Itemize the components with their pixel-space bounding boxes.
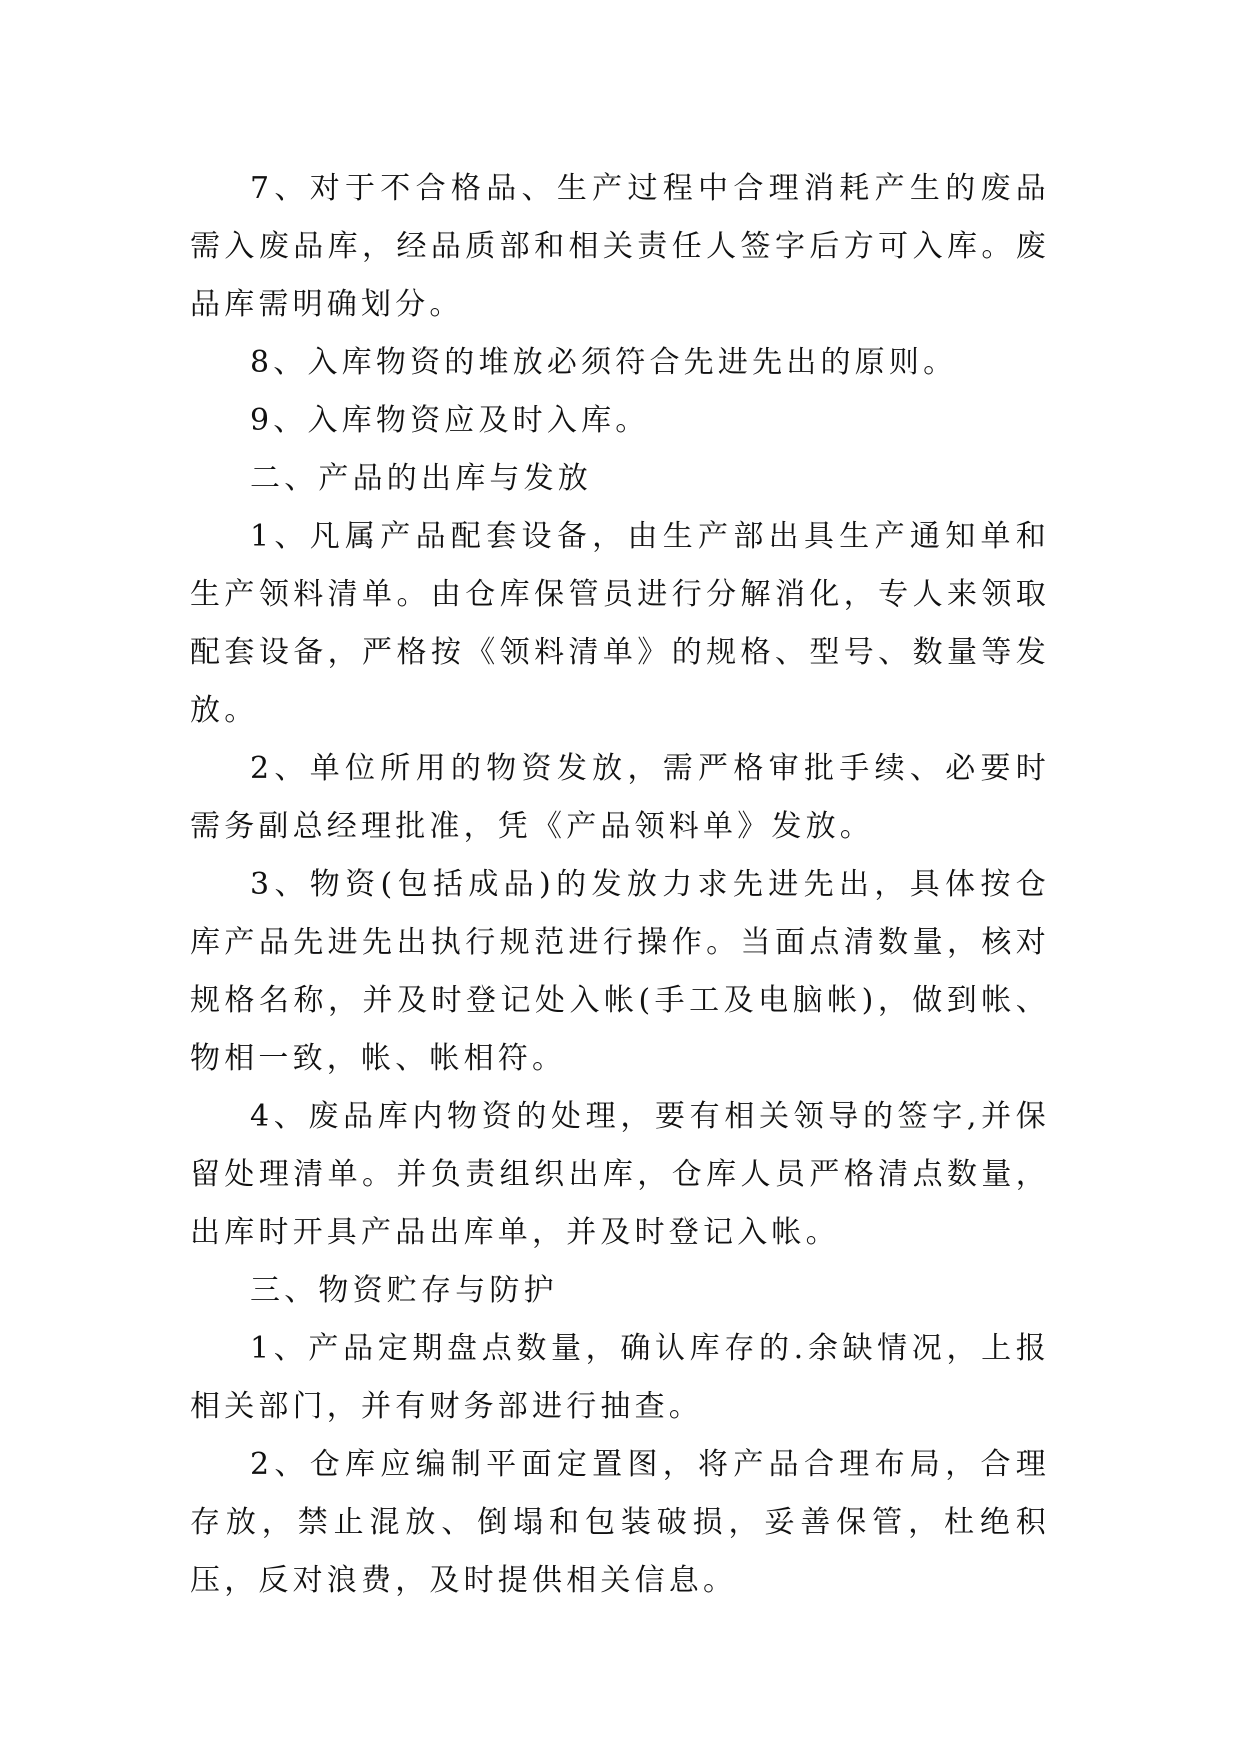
document-body: [190, 160, 1050, 1610]
paragraph-item-2-3: 3、物资(包括成品)的发放力求先进先出，具体按仓库产品先进先出执行规范进行操作。当面点清数量，核对规格名称，并及时登记处入帐(手工及电脑帐)，做到帐、物相一致，帐、帐相符。: [190, 867, 1050, 1076]
paragraph-item-8: 8、入库物资的堆放必须符合先进先出的原则。: [250, 345, 958, 380]
paragraph-item-2-1: 1、凡属产品配套设备，由生产部出具生产通知单和生产领料清单。由仓库保管员进行分解消化，专人来领取配套设备，严格按《领料清单》的规格、型号、数量等发放。: [190, 519, 1050, 728]
section-heading-2: 二、产品的出库与发放: [250, 461, 592, 496]
paragraph-item-3-1: 1、产品定期盘点数量，确认库存的.余缺情况，上报相关部门，并有财务部进行抽查。: [190, 1331, 1050, 1424]
paragraph-item-7: 7、对于不合格品、生产过程中合理消耗产生的废品需入废品库，经品质部和相关责任人签字后方可入库。废品库需明确划分。: [190, 171, 1050, 322]
paragraph-item-2-2: 2、单位所用的物资发放，需严格审批手续、必要时需务副总经理批准，凭《产品领料单》发放。: [190, 751, 1050, 844]
paragraph-item-2-4: 4、废品库内物资的处理，要有相关领导的签字,并保留处理清单。并负责组织出库，仓库人员严格清点数量，出库时开具产品出库单，并及时登记入帐。: [190, 1099, 1050, 1250]
section-heading-3: 三、物资贮存与防护: [250, 1273, 558, 1308]
paragraph-item-9: 9、入库物资应及时入库。: [250, 403, 650, 438]
paragraph-item-3-2: 2、仓库应编制平面定置图，将产品合理布局，合理存放，禁止混放、倒塌和包装破损，妥善保管，杜绝积压，反对浪费，及时提供相关信息。: [190, 1447, 1050, 1598]
